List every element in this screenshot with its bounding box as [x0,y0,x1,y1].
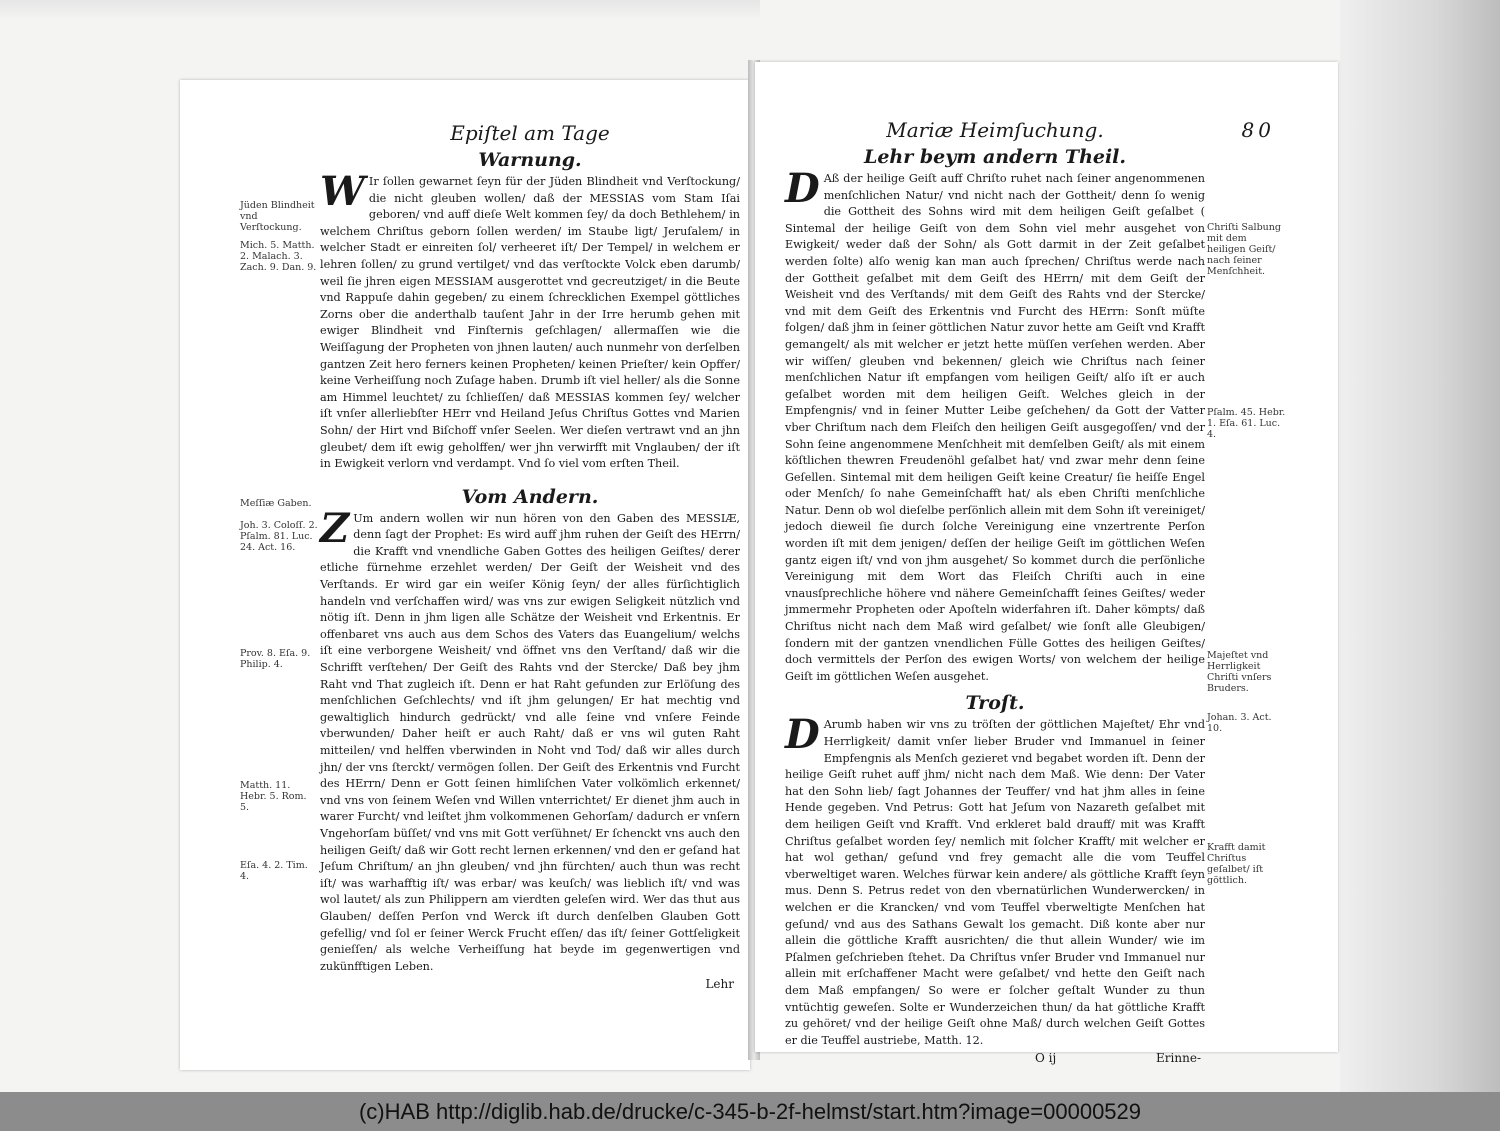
drop-initial: Z [320,504,350,552]
section-heading: Troſt. [965,692,1025,715]
paragraph-text: Um andern wollen wir nun hören von den Gaben des MESSIÆ, denn ſagt der Prophet: Es wird auff jhm ruhen der Geiſt des HErrn/ die Krafft vnd vnendliche Gaben Gottes des heiligen Geiſtes/ derer etliche fürnehme erzehlet werden/ Der Geiſt der Weisheit vnd des Verſtands. Er wird gar ein weiſer König ſeyn/ der alles fürſichtiglich handeln vnd verſchaffen wird/ was vns zur ewigen Seligkeit nützlich vnd nötig iſt. Denn in jhm ligen alle Schätze der Weisheit vnd Erkentnis. Er offenbaret vns auch aus dem Schos des Vaters das Euangelium/ welchs iſt eine verborgene Weisheit/ vnd öffnet vns den Verſtand/ daß wir die Schrifft verſtehen/ Der Geiſt des Rahts vnd der Stercke/ Daß bey jhm Raht vnd That zugleich iſt. Denn er hat Raht gefunden zur Erlöſung des menſchlichen Geſchlechts/ vnd iſt jhm gelungen/ Er hat mechtig vnd gewaltiglich hindurch gedrückt/ vnd alle ſeine vnd vnſere Feinde vberwunden/ Daher heiſt er auch Raht/ daß er vns wil guten Raht mitteilen/ vnd helffen vberwinden in Noht vnd Tod/ daß wir alles durch jhn/ der vns ſterckt/ vermögen ſollen. Der Geiſt des Erkentnis vnd Furcht des HErrn/ Denn er Gott ſeinen himliſchen Vater volkömlich erkennet/ vnd vns von ſeinem Weſen vnd Willen vnterrichtet/ Er dienet jhm auch in warer Furcht/ vnd leiſtet jhm volkommenen Gehorſam/ dadurch er vnſern Vngehorſam büſſet/ vnd vns mit Gott verſühnet/ Er ſchenckt vns auch den heiligen Geiſt/ daß wir Gott recht lernen erkennen/ vnd den er geſand hat Jeſum Chriſtum/ an jhn gleuben/ vnd jhn fürchten/ auch thun was recht iſt/ was warhafftig iſt/ was erbar/ was keuſch/ was lieblich iſt/ vnd was wol lautet/ als zun Philippern am vierdten geleſen wird. Wer das thut aus Glauben/ deſſen Perſon vnd Werck iſt durch denſelben Glauben Gott gefellig/ vnd ſol er ſeiner Werck Frucht eſſen/ das iſt/ ſeiner Gottſeligkeit genieſſen/ als welche Verheiſſung hat beyde im gegenwertigen vnd zukünfftigen Leben. [320,511,740,973]
section-paragraph [785,165,1205,685]
margin-note: Krafft damit Chriſtus geſalbet/ iſt göttlich. [1207,842,1266,886]
signature-line [785,1049,1205,1067]
section-paragraph [320,504,740,976]
left-page-text [320,120,740,993]
running-head: Epiſtel am Tage [450,121,610,145]
copyright-footer: (c)HAB http://diglib.hab.de/drucke/c-345-b-2f-helmst/start.htm?image=00000529 [0,1092,1500,1131]
paragraph-text: Arumb haben wir vns zu tröſten der göttlichen Majeſtet/ Ehr vnd Herrligkeit/ damit vnſer lieber Bruder vnd Immanuel in ſeiner Empfengnis als Menſch gezieret vnd begabet worden iſt. Denn der heilige Geiſt ruhet auff jhm/ nicht nach dem Maß. Wie denn: Der Vater hat den Sohn lieb/ ſagt Johannes der Teuffer/ vnd hat jhm alles in ſeine Hende gegeben. Vnd Petrus: Gott hat Jeſum von Nazareth geſalbet mit dem heiligen Geiſt vnd Krafft. Vnd erkleret bald drauff/ mit was Krafft Chriſtus geſalbet worden ſey/ nemlich mit ſolcher Krafft/ mit welcher er hat wol gethan/ geſund vnd frey gemacht alle die vom Teuffel vberweltiget waren. Welches fürwar kein andere/ als göttliche Krafft ſeyn mus. Denn S. Petrus redet von den vbernatürlichen Wunderwercken/ in welchen er die Krancken/ vnd vom Teuffel vberweltigte Menſchen hat geſund/ vnd aus des Sathans Gewalt los gemacht. Diß konte aber nur allein die göttliche Krafft ausrichten/ die thut allein Wunder/ wie im Pſalmen geſchrieben ſtehet. Da Chriſtus vnſer Bruder vnd Immanuel nur allein mit erſchaffener Macht were geſalbet/ vnd hette den Geiſt nach dem Maß empfangen/ So were er ſolcher geſtalt Wunder zu thun vntüchtig geweſen. Solte er Wunderzeichen thun/ da hat göttliche Krafft zu gehöret/ vnd der heilige Geiſt ohne Maß/ durch welchen Geiſt Gottes er die Teuffel austriebe, Matth. 12. [785,718,1205,1047]
folio-number: 80 [1241,118,1275,142]
drop-initial: D [785,165,820,212]
margin-note: Matth. 11. Hebr. 5. Rom. 5. [240,780,307,813]
scan-edge-right [1340,0,1500,1092]
paragraph-text: Ir ſollen gewarnet ſeyn für der Jüden Blindheit vnd Verſtockung/ die nicht gleuben wollen/ daß der MESSIAS vom Stam Iſai geboren/ vnd auff dieſe Welt kommen ſey/ da doch Bethlehem/ in welchem Chriſtus geborn ſollen werden/ im Staube ligt/ Jeruſalem/ in welcher Stadt er einreiten ſol/ verheeret iſt/ Der Tempel/ in welchem er lehren ſollen/ zu grund vertilget/ vnd das verſtockte Volck eben darumb/ weil ſie jhren eigen MESSIAM ausgerottet vnd gecreutziget/ in die Beute vnd Rappuſe dahin gegeben/ zu einem ſchrecklichen Exempel göttliches Zorns ober die anderthalb tauſent Jahr in der Irre herumb gehen mit ewiger Blindheit vnd Finſternis geſchlagen/ allermaſſen wie die Weiſſagung der Propheten von jhnen lauten/ auch nunmehr von derſelben gantzen Zeit hero ferners keinen Propheten/ keinen Prieſter/ kein Opffer/ keine Verheiſſung noch Zuſage haben. Drumb iſt viel heller/ als die Sonne am Himmel leuchtet/ zu ſchlieſſen/ daß MESSIAS kommen ſey/ welcher iſt vnſer allerliebſter HErr vnd Heiland Jeſus Chriſtus Gottes vnd Marien Sohn/ der Hirt vnd Biſchoff vnſer Seelen. Wer dieſen vertrawt vnd an jhn gleubet/ dem iſt ewig geholffen/ wer jhn verwirfft mit Vnglauben/ der iſt in Ewigkeit verlorn vnd verdampt. Vnd ſo viel vom erſten Theil. [320,175,740,471]
margin-note: Joh. 3. Coloſſ. 2. Pſalm. 81. Luc. 24. Act. 16. [240,520,318,553]
signature-mark: O ij [1035,1051,1057,1066]
right-page [755,62,1338,1066]
running-head: Mariæ Heimſuchung. [886,118,1104,142]
margin-note: Majeſtet vnd Herrligkeit Chriſti vnſers Bruders. [1207,650,1272,694]
catchword: Lehr [705,977,734,992]
margin-note: Prov. 8. Eſa. 9. Philip. 4. [240,648,311,670]
drop-initial: D [785,711,820,759]
catchword: Erinne- [1156,1051,1201,1066]
paragraph-text: Aß der heilige Geiſt auff Chriſto ruhet nach ſeiner angenommenen menſchlichen Natur/ vnd nicht nach der Gottheit/ denn ſo wenig die Gottheit des Sohns wird mit dem heiligen Geiſt geſalbet ( Sintemal der heilige Geiſt von dem Sohn viel mehr ausgehet von Ewigkeit/ weder daß der Sohn/ als Gott darmit in der Zeit geſalbet werden ſolte) alſo wenig kan man auch ſprechen/ Chriſtus werde nach der Gottheit geſalbet mit dem Geiſt des HErrn/ mit dem Geiſt der Weisheit vnd des Verſtands/ mit dem Geiſt des Rahts vnd der Stercke/ vnd mit dem Geiſt des Erkentnis vnd Furcht des HErrn: Sonſt müſte folgen/ daß jhm in ſeiner göttlichen Natur zuvor hette am Geiſt vnd Krafft gemangelt/ als mit welcher er jetzt hette müſſen verſehen werden. Aber wir wiſſen/ gleuben vnd bekennen/ gleich wie Chriſtus nach ſeiner menſchlichen Natur iſt empfangen vom heiligen Geiſt/ alſo iſt er auch geſalbet worden mit dem heiligen Geiſt. Welches gleich in der Empfengnis/ vnd in ſeiner Mutter Leibe geſchehen/ da Gott der Vatter vber Chriſtum nach dem Fleiſch den heiligen Geiſt ausgegoſſen/ vnd der Sohn ſeine angenommene Menſchheit mit demſelben Geiſt/ als mit einem köſtlichen thewren Freudenöhl geſalbet hat/ vnd zwar mehr denn ſeine Geſellen. Sintemal mit dem heiligen Geiſt keine Creatur/ ſie heiſſe Engel oder Menſch/ ſo nahe Gemeinſchafft hat/ als eben Chriſti menſchliche Natur. Denn ob wol dieſelbe perſönlich allein mit dem Sohn iſt vereiniget/ jedoch dieweil ſie durch ſolche Vereinigung eine vnzertrente Perſon worden iſt mit dem jenigen/ deſſen der heilige Geiſt im göttlichen Weſen gantz eigen iſt/ vnd von jhm ausgehet/ So kommet durch die perſönliche Vereinigung mit dem Wort das Fleiſch Chriſti auch in eine vnausſprechliche höhere vnd nähere Gemeinſchafft ſeines Geiſtes/ weder jmmermehr Propheten oder Apoſteln widerfahren iſt. Daher kömpts/ daß Chriſtus nicht nach dem Maß wird geſalbet/ wie ſonſt alle Gleubigen/ ſondern mit der gantzen vnendlichen Fülle Gottes des heiligen Geiſtes/ doch vermittels der Perſon des ewigen Worts/ von welchem der heilige Geiſt im göttlichen Weſen ausgehet. [785,172,1205,683]
margin-note: Eſa. 4. 2. Tim. 4. [240,860,308,882]
margin-note: Johan. 3. Act. 10. [1207,712,1272,734]
scan-edge-top [0,0,760,20]
section-heading: Lehr beym andern Theil. [863,146,1127,168]
section-heading: Vom Andern. [461,485,599,508]
margin-note: Chriſti Salbung mit dem heiligen Geiſt/ nach ſeiner Menſchheit. [1207,222,1281,277]
drop-initial: W [320,168,365,215]
section-paragraph [785,711,1205,1049]
margin-note: Mich. 5. Matth. 2. Malach. 3. Zach. 9. Dan. 9. [240,240,317,273]
margin-note: Pſalm. 45. Hebr. 1. Eſa. 61. Luc. 4. [1207,407,1286,440]
margin-note: Meſſiæ Gaben. [240,498,312,509]
left-page [180,80,750,1070]
section-heading: Warnung. [478,149,582,171]
running-head-row [785,117,1275,143]
margin-note: Jüden Blindheit vnd Verſtockung. [240,200,315,233]
section-paragraph [320,168,740,473]
